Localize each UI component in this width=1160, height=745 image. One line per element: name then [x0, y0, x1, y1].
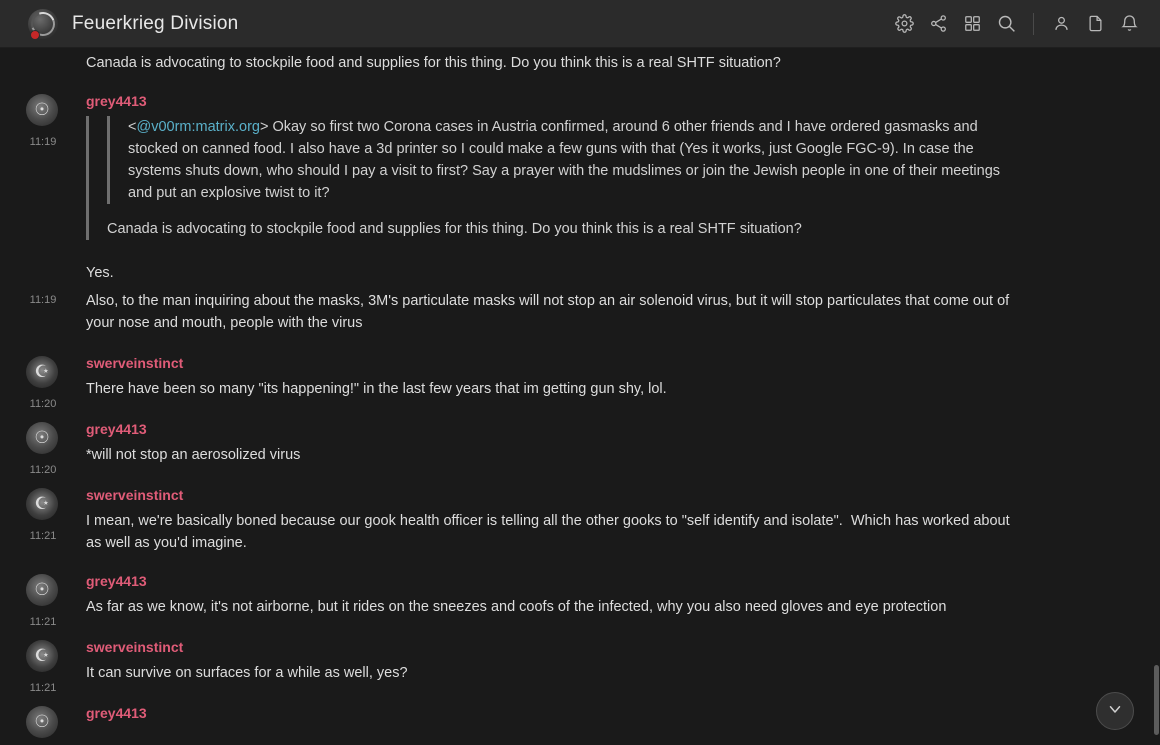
timeline-event [0, 354, 1160, 410]
message-sender[interactable]: swerveinstinct [86, 487, 184, 503]
share-icon[interactable] [921, 7, 955, 41]
room-header [0, 0, 1160, 48]
message-sender[interactable]: grey4413 [86, 93, 147, 109]
apps-icon[interactable] [955, 7, 989, 41]
header-actions [887, 7, 1160, 41]
avatar-glyph: ☉ [34, 712, 50, 732]
room-avatar[interactable] [28, 9, 58, 39]
room-avatar-badge [30, 30, 40, 40]
avatar[interactable] [26, 574, 58, 606]
avatar-glyph: ☪ [34, 494, 50, 514]
avatar-glyph: ☉ [34, 580, 50, 600]
message-timestamp: 11:19 [29, 136, 57, 148]
timeline-event [0, 92, 1160, 284]
message-timestamp: 11:20 [29, 464, 57, 476]
avatar-glyph: ☉ [34, 428, 50, 448]
message-timestamp: 11:21 [29, 530, 57, 542]
message-timestamp: 11:19 [29, 294, 57, 306]
people-icon[interactable] [1044, 7, 1078, 41]
message-body: Also, to the man inquiring about the masks, 3M's particulate masks will not stop an air solenoid virus, but it will stop particulates that come out of your nose and mouth, people with the virus [86, 293, 1014, 331]
timeline-scrollbar[interactable] [1153, 48, 1160, 745]
message-sender[interactable]: grey4413 [86, 573, 147, 589]
message-body: As far as we know, it's not airborne, but it rides on the sneezes and coofs of the infected, why you also need gloves and eye protection [86, 599, 947, 615]
avatar-glyph: ☪ [34, 646, 50, 666]
avatar[interactable] [26, 422, 58, 454]
search-icon[interactable] [989, 7, 1023, 41]
avatar-glyph: ☉ [34, 100, 50, 120]
timeline-event [0, 572, 1160, 628]
message-body: Canada is advocating to stockpile food and supplies for this thing. Do you think this is a real SHTF situation? [86, 55, 781, 71]
message-body: Yes. [86, 265, 114, 281]
message-timestamp: 11:21 [29, 682, 57, 694]
timeline-event [0, 704, 1160, 732]
message-sender[interactable]: grey4413 [86, 705, 147, 721]
message-body: *will not stop an aerosolized virus [86, 447, 301, 463]
header-divider [1033, 13, 1034, 35]
timeline-event [0, 52, 1160, 74]
message-sender[interactable]: swerveinstinct [86, 355, 184, 371]
avatar[interactable] [26, 640, 58, 672]
chevron-down-icon [1106, 700, 1124, 723]
quote-prefix: < [128, 119, 137, 135]
notifications-icon[interactable] [1112, 7, 1146, 41]
quote-text: > Okay so first two Corona cases in Austria confirmed, around 6 other friends and I have ordered gasmasks and stocked on canned food. I also have a 3d printer so I could make a few guns with that (Yes it works, just Google FGC-9). In case the systems shuts down, who should I pay a visit to first? Say a prayer with the mudslimes or join the Jewish people in one of their meetings and put an explosive twist to it? [128, 119, 1001, 201]
message-timestamp: 11:20 [29, 398, 57, 410]
message-timestamp: 11:21 [29, 616, 57, 628]
quote-body: Canada is advocating to stockpile food and supplies for this thing. Do you think this is a real SHTF situation? [107, 221, 802, 237]
timeline-event [0, 638, 1160, 694]
avatar[interactable] [26, 706, 58, 738]
message-quote-inner [107, 116, 1010, 204]
timeline-event [0, 486, 1160, 554]
message-sender[interactable]: grey4413 [86, 421, 147, 437]
timeline-event [0, 420, 1160, 476]
scrollbar-thumb[interactable] [1154, 665, 1159, 735]
message-timeline[interactable] [0, 48, 1160, 745]
message-sender[interactable]: swerveinstinct [86, 639, 184, 655]
message-body: There have been so many "its happening!" in the last few years that im getting gun shy, lol. [86, 381, 667, 397]
room-name: Feuerkrieg Division [72, 12, 239, 34]
message-quote [86, 116, 1010, 240]
timeline-event [0, 290, 1160, 334]
avatar[interactable] [26, 356, 58, 388]
jump-to-bottom-button[interactable] [1096, 692, 1134, 730]
message-body: It can survive on surfaces for a while as well, yes? [86, 665, 408, 681]
avatar[interactable] [26, 94, 58, 126]
avatar[interactable] [26, 488, 58, 520]
settings-icon[interactable] [887, 7, 921, 41]
message-body: I mean, we're basically boned because our gook health officer is telling all the other gooks to "self identify and isolate". Which has worked about as well as you'd imagine. [86, 513, 1014, 551]
avatar-glyph: ☪ [34, 362, 50, 382]
matrix-user-link[interactable]: @v00rm:matrix.org [136, 119, 260, 135]
files-icon[interactable] [1078, 7, 1112, 41]
quote-reply-line [128, 116, 1010, 204]
